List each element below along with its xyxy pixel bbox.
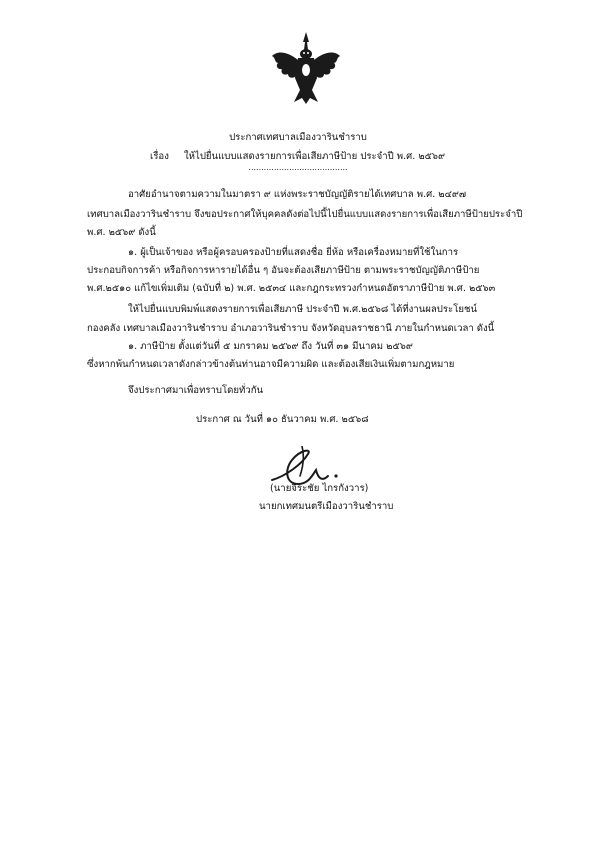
closing-statement: จึงประกาศมาเพื่อทราบโดยทั่วกัน <box>128 385 264 396</box>
announcement-date: ประกาศ ณ วันที่ ๑๐ ธันวาคม พ.ศ. ๒๕๖๘ <box>196 414 369 425</box>
paragraph-3-line-2: กองคลัง เทศบาลเมืองวารินชำราบ อำเภอวารินชำราบ จังหวัดอุบลราชธานี ภายในกำหนดเวลา ดังนี้ <box>87 323 495 334</box>
paragraph-3-line-4: ซึ่งหากพ้นกำหนดเวลาดังกล่าวข้างต้นท่านอาจมีความผิด และต้องเสียเงินเพิ่มตามกฎหมาย <box>87 359 455 370</box>
paragraph-2-line-2: ประกอบกิจการค้า หรือกิจการหารายได้อื่น ๆ อันจะต้องเสียภาษีป้าย ตามพระราชบัญญัติภาษีป้าย <box>87 265 480 276</box>
header-separator: ....................................... <box>248 163 348 172</box>
signatory-name: (นายจีระชัย ไกรกังวาร) <box>270 483 369 494</box>
announcement-title: ประกาศเทศบาลเมืองวารินชำราบ <box>229 132 367 143</box>
signatory-position: นายกเทศมนตรีเมืองวารินชำราบ <box>259 501 394 512</box>
paragraph-2-line-3: พ.ศ.๒๕๑๐ แก้ไขเพิ่มเติม (ฉบับที่ ๒) พ.ศ. ๒๕๓๔ และกฎกระทรวงกำหนดอัตราภาษีป้าย พ.ศ. ๒๕๖๓ <box>87 283 496 294</box>
subject-label: เรื่อง <box>150 151 169 162</box>
paragraph-2-line-1: ๑. ผู้เป็นเจ้าของ หรือผู้ครอบครองป้ายที่แสดงชื่อ ยี่ห้อ หรือเครื่องหมายที่ใช้ในการ <box>128 247 459 258</box>
subject-text: ให้ไปยื่นแบบแสดงรายการเพื่อเสียภาษีป้าย ประจำปี พ.ศ. ๒๕๖๙ <box>184 151 446 162</box>
paragraph-1-line-3: พ.ศ. ๒๕๖๙ ดังนี้ <box>87 227 156 238</box>
garuda-emblem-icon <box>268 30 344 106</box>
paragraph-3-line-1: ให้ไปยื่นแบบพิมพ์แสดงรายการเพื่อเสียภาษี ประจำปี พ.ศ.๒๕๖๘ ได้ที่งานผลประโยชน์ <box>128 304 478 315</box>
paragraph-1-line-2: เทศบาลเมืองวารินชำราบ จึงขอประกาศให้บุคคลดังต่อไปนี้ไปยื่นแบบแสดงรายการเพื่อเสียภาษีป้ายประจำปี <box>87 209 523 220</box>
paragraph-3-line-3: ๑. ภาษีป้าย ตั้งแต่วันที่ ๕ มกราคม ๒๕๖๙ ถึง วันที่ ๓๑ มีนาคม ๒๕๖๙ <box>128 341 413 352</box>
paragraph-1-line-1: อาศัยอำนาจตามความในมาตรา ๙ แห่งพระราชบัญญัติรายได้เทศบาล พ.ศ. ๒๔๙๗ <box>128 189 467 200</box>
